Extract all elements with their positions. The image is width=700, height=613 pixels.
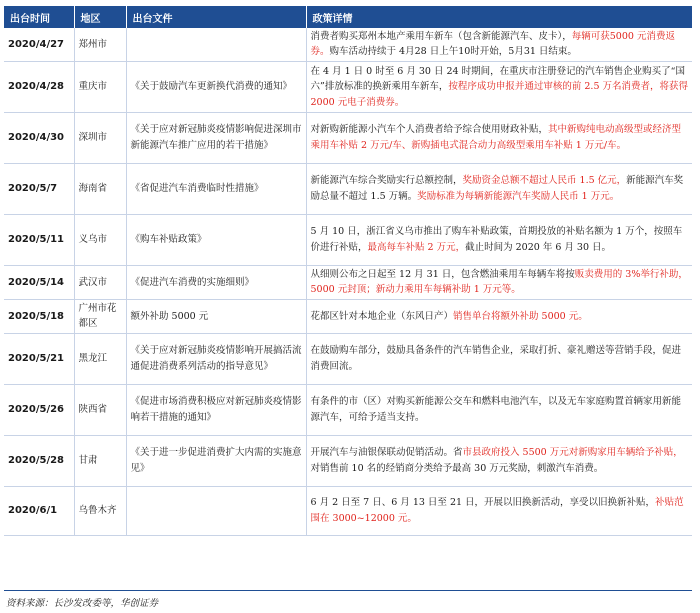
detail-highlight: 其中新购纯电动高级型或经济型乘用车补贴 2 万元/车、新购插电式混合动力高级型乘用车补贴 1 万元/车。	[310, 124, 682, 151]
detail-text: 截止时间为 2020 年 6 月 30 日。	[465, 241, 612, 253]
header-file: 出台文件	[126, 6, 306, 28]
cell-file: 《关于应对新冠肺炎疫情影响促进深圳市新能源汽车推广应用的若干措施》	[126, 112, 306, 163]
detail-text: 5 月 10 日，浙江省义乌市推出了购车补贴政策，首期投放的补贴名额为 1 万个，按照车价进行补贴，	[310, 226, 683, 253]
detail-text: 新能源汽车奖励总量不超过 1.5 万辆。	[310, 175, 684, 202]
detail-highlight: 每辆可获5000 元消费返券。	[310, 31, 675, 58]
detail-text: 花都区针对本地企业（东风日产）	[310, 310, 454, 322]
cell-date: 2020/4/27	[4, 28, 74, 61]
header-region: 地区	[74, 6, 126, 28]
detail-text: 在鼓励购车部分，鼓励具备条件的汽车销售企业，采取打折、豪礼赠送等营销手段，促进消费回流。	[310, 345, 682, 372]
table-row	[4, 265, 692, 299]
detail-text: 从细则公布之日起至 12 月 31 日，包含燃油乘用车每辆车将按	[310, 268, 575, 280]
cell-file: 《关于鼓励汽车更新换代消费的通知》	[126, 61, 306, 112]
cell-detail	[306, 61, 692, 112]
detail-highlight: 奖励标准为每辆新能源汽车奖励人民币 1 万元。	[417, 190, 620, 202]
cell-file: 《关于应对新冠肺炎疫情影响开展搞活流通促进消费系列活动的指导意见》	[126, 333, 306, 384]
table-row	[4, 163, 692, 214]
detail-highlight: 贩卖费用的 3%举行补助，5000 元封顶；新动力乘用车每辆补助 1 万元等。	[310, 268, 688, 296]
cell-region: 广州市花都区	[74, 299, 126, 333]
cell-region: 义乌市	[74, 214, 126, 265]
cell-file: 《促进市场消费积极应对新冠肺炎疫情影响若干措施的通知》	[126, 384, 306, 435]
cell-file: 《省促进汽车消费临时性措施》	[126, 163, 306, 214]
table-row	[4, 61, 692, 112]
table-body	[4, 28, 692, 535]
cell-file	[126, 486, 306, 535]
cell-date: 2020/5/26	[4, 384, 74, 435]
cell-file: 《促进汽车消费的实施细则》	[126, 265, 306, 299]
cell-detail	[306, 265, 692, 299]
cell-file: 额外补助 5000 元	[126, 299, 306, 333]
detail-highlight: 奖励资金总额不超过人民币 1.5 亿元，	[462, 175, 627, 187]
table-row	[4, 214, 692, 265]
cell-date: 2020/5/14	[4, 265, 74, 299]
cell-detail	[306, 435, 692, 486]
detail-highlight: 销售单台将额外补助 5000 元。	[453, 310, 588, 322]
cell-region: 甘肃	[74, 435, 126, 486]
detail-text: 购车活动持续于 4月28 日上午10时开始，5月31 日结束。	[329, 46, 577, 58]
cell-file: 《关于进一步促进消费扩大内需的实施意见》	[126, 435, 306, 486]
detail-text: 6 月 2 日至 7 日、6 月 13 日至 21 日，开展以旧换新活动，享受以旧换新补贴，	[310, 497, 656, 509]
cell-date: 2020/5/11	[4, 214, 74, 265]
cell-file	[126, 28, 306, 61]
cell-detail	[306, 214, 692, 265]
cell-region: 乌鲁木齐	[74, 486, 126, 535]
cell-detail	[306, 333, 692, 384]
cell-date: 2020/5/18	[4, 299, 74, 333]
cell-date: 2020/5/21	[4, 333, 74, 384]
detail-text: 在 4 月 1 日 0 时至 6 月 30 日 24 时期间，在重庆市注册登记的汽车销售企业购买了“国六”排放标准的换新乘用车新车，	[310, 65, 685, 93]
detail-text: 消费者购买郑州本地产乘用车新车（包含新能源汽车、皮卡），	[310, 31, 572, 42]
detail-text: 新能源汽车综合奖励实行总额控制，	[310, 175, 463, 187]
table-row	[4, 299, 692, 333]
cell-date: 2020/6/1	[4, 486, 74, 535]
table-row	[4, 384, 692, 435]
cell-date: 2020/5/28	[4, 435, 74, 486]
detail-highlight: 按程序成功申报并通过审核的前 2.5 万名消费者，将获得 2000 元电子消费券。	[310, 81, 689, 108]
header-detail: 政策详情	[306, 6, 692, 28]
cell-detail	[306, 384, 692, 435]
detail-highlight: 市县政府投入 5500 万元对新购家用车辆给予补贴，	[462, 447, 683, 459]
cell-date: 2020/4/30	[4, 112, 74, 163]
cell-detail	[306, 28, 692, 61]
table-row	[4, 28, 692, 61]
table-row	[4, 486, 692, 535]
source-note: 资料来源：长沙发改委等，华创证券	[6, 598, 159, 609]
cell-region: 郑州市	[74, 28, 126, 61]
cell-region: 武汉市	[74, 265, 126, 299]
table-row	[4, 435, 692, 486]
cell-file: 《购车补贴政策》	[126, 214, 306, 265]
detail-text: 对新购新能源小汽车个人消费者给予综合使用财政补贴，	[310, 124, 549, 136]
cell-detail	[306, 112, 692, 163]
header-date: 出台时间	[4, 6, 74, 28]
cell-detail	[306, 299, 692, 333]
cell-region: 陕西省	[74, 384, 126, 435]
cell-region: 黑龙江	[74, 333, 126, 384]
table-row	[4, 112, 692, 163]
detail-text: 对销售前 10 名的经销商分类给予最高 30 万元奖励，刺激汽车消费。	[310, 462, 604, 474]
cell-date: 2020/5/7	[4, 163, 74, 214]
detail-text: 开展汽车与油银保联动促销活动。省	[310, 447, 463, 459]
table-row	[4, 333, 692, 384]
cell-region: 深圳市	[74, 112, 126, 163]
cell-date: 2020/4/28	[4, 61, 74, 112]
cell-region: 海南省	[74, 163, 126, 214]
detail-highlight: 最高每车补贴 2 万元，	[367, 241, 466, 253]
detail-highlight: 补贴范围在 3000~12000 元。	[310, 497, 684, 524]
detail-text: 有条件的市（区）对购买新能源公交车和燃料电池汽车，以及无车家庭购置首辆家用新能源汽车，可给予适当支持。	[310, 396, 682, 423]
source-rule	[4, 590, 692, 591]
cell-detail	[306, 163, 692, 214]
cell-region: 重庆市	[74, 61, 126, 112]
cell-detail	[306, 486, 692, 535]
table-header-row	[4, 6, 692, 28]
policy-table	[4, 6, 692, 536]
